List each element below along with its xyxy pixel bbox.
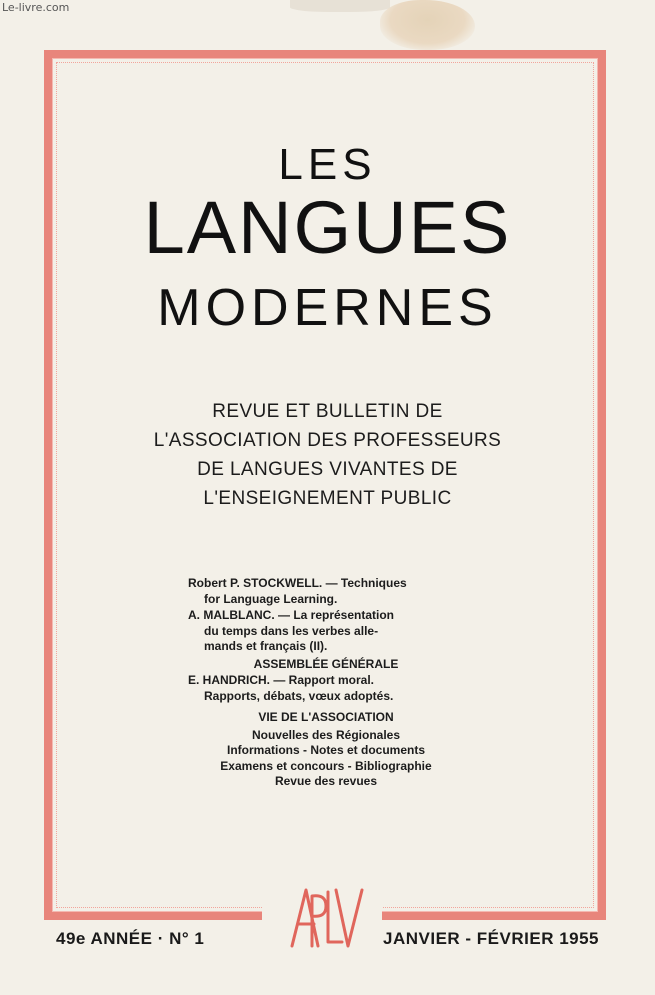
contents-line: Robert P. STOCKWELL. — Techniques xyxy=(188,576,407,590)
logo-stroke-v xyxy=(336,890,362,946)
issue-date: JANVIER - FÉVRIER 1955 xyxy=(383,929,600,948)
subtitle-line: DE LANGUES VIVANTES DE xyxy=(197,459,458,480)
contents-line: E. HANDRICH. — Rapport moral. xyxy=(188,673,375,687)
association-item: Informations - Notes et documents xyxy=(226,743,426,757)
subtitle-line: REVUE ET BULLETIN DE xyxy=(212,401,443,422)
association-heading: VIE DE L'ASSOCIATION xyxy=(258,710,394,724)
logo-stroke-a xyxy=(292,890,318,946)
association-items xyxy=(188,728,464,790)
assembly-heading: ASSEMBLÉE GÉNÉRALE xyxy=(253,656,399,671)
contents-entry-malblanc xyxy=(188,608,510,655)
subtitle-line: L'ENSEIGNEMENT PUBLIC xyxy=(203,488,452,509)
contents-line: Rapports, débats, vœux adoptés. xyxy=(204,688,394,703)
aplv-logo xyxy=(286,882,366,950)
paper-stain-top xyxy=(290,0,390,12)
subtitle-line: L'ASSOCIATION DES PROFESSEURS xyxy=(153,430,502,451)
title-langues: LANGUES xyxy=(143,186,512,269)
logo-stroke-l xyxy=(328,892,342,942)
association-item: Revue des revues xyxy=(274,774,378,788)
issue-number: 49e ANNÉE · N° 1 xyxy=(56,929,205,948)
subtitle xyxy=(140,397,515,513)
contents-entry-stockwell xyxy=(188,576,510,607)
title-les: LES xyxy=(278,140,377,189)
table-of-contents xyxy=(150,576,510,790)
contents-entry-handrich xyxy=(188,673,510,704)
association-item: Examens et concours - Bibliographie xyxy=(220,758,432,773)
paper-stain xyxy=(380,0,475,50)
contents-line: for Language Learning. xyxy=(204,591,338,606)
contents-line: du temps dans les verbes alle- xyxy=(204,623,379,638)
contents-line: A. MALBLANC. — La représentation xyxy=(188,608,395,622)
watermark: Le-livre.com xyxy=(2,1,70,14)
association-item: Nouvelles des Régionales xyxy=(251,727,401,742)
contents-line: mands et français (II). xyxy=(204,639,328,653)
title-modernes: MODERNES xyxy=(157,279,498,337)
